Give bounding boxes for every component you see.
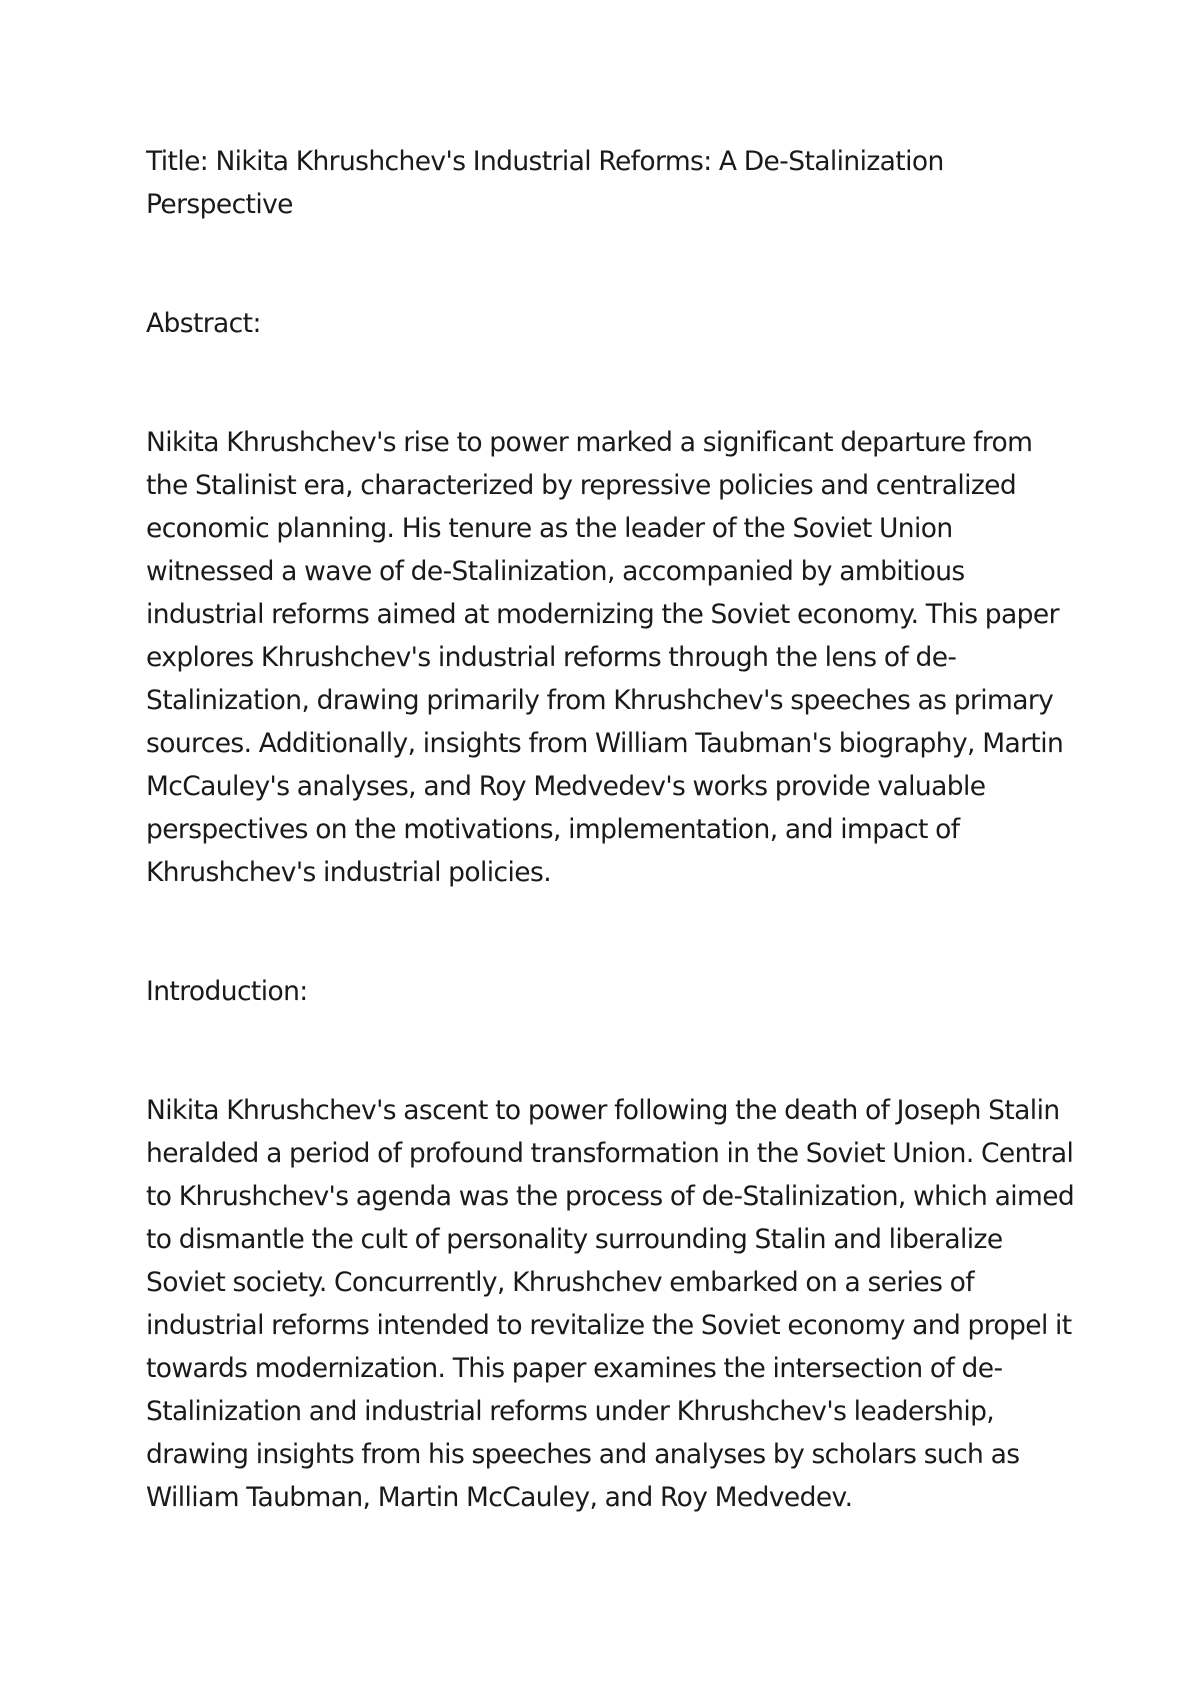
document-content xyxy=(146,140,1076,1519)
abstract-heading: Abstract: xyxy=(146,308,261,339)
document-title: Title: Nikita Khrushchev's Industrial Reforms: A De-Stalinization Perspective xyxy=(146,146,944,220)
introduction-paragraph: Nikita Khrushchev's ascent to power following the death of Joseph Stalin heralded a period of profound transformation in the Soviet Union. Central to Khrushchev's agenda was the process of de-Stalinization, which aimed to dismantle the cult of personality surrounding Stalin and liberalize Soviet society. Concurrently, Khrushchev embarked on a series of industrial reforms intended to revitalize the Soviet economy and propel it towards modernization. This paper examines the intersection of de-Stalinization and industrial reforms under Khrushchev's leadership, drawing insights from his speeches and analyses by scholars such as William Taubman, Martin McCauley, and Roy Medvedev. xyxy=(146,1095,1075,1513)
abstract-paragraph: Nikita Khrushchev's rise to power marked a significant departure from the Stalinist era, characterized by repressive policies and centralized economic planning. His tenure as the leader of the Soviet Union witnessed a wave of de-Stalinization, accompanied by ambitious industrial reforms aimed at modernizing the Soviet economy. This paper explores Khrushchev's industrial reforms through the lens of de-Stalinization, drawing primarily from Khrushchev's speeches as primary sources. Additionally, insights from William Taubman's biography, Martin McCauley's analyses, and Roy Medvedev's works provide valuable perspectives on the motivations, implementation, and impact of Khrushchev's industrial policies. xyxy=(146,427,1064,888)
introduction-heading: Introduction: xyxy=(146,976,308,1007)
